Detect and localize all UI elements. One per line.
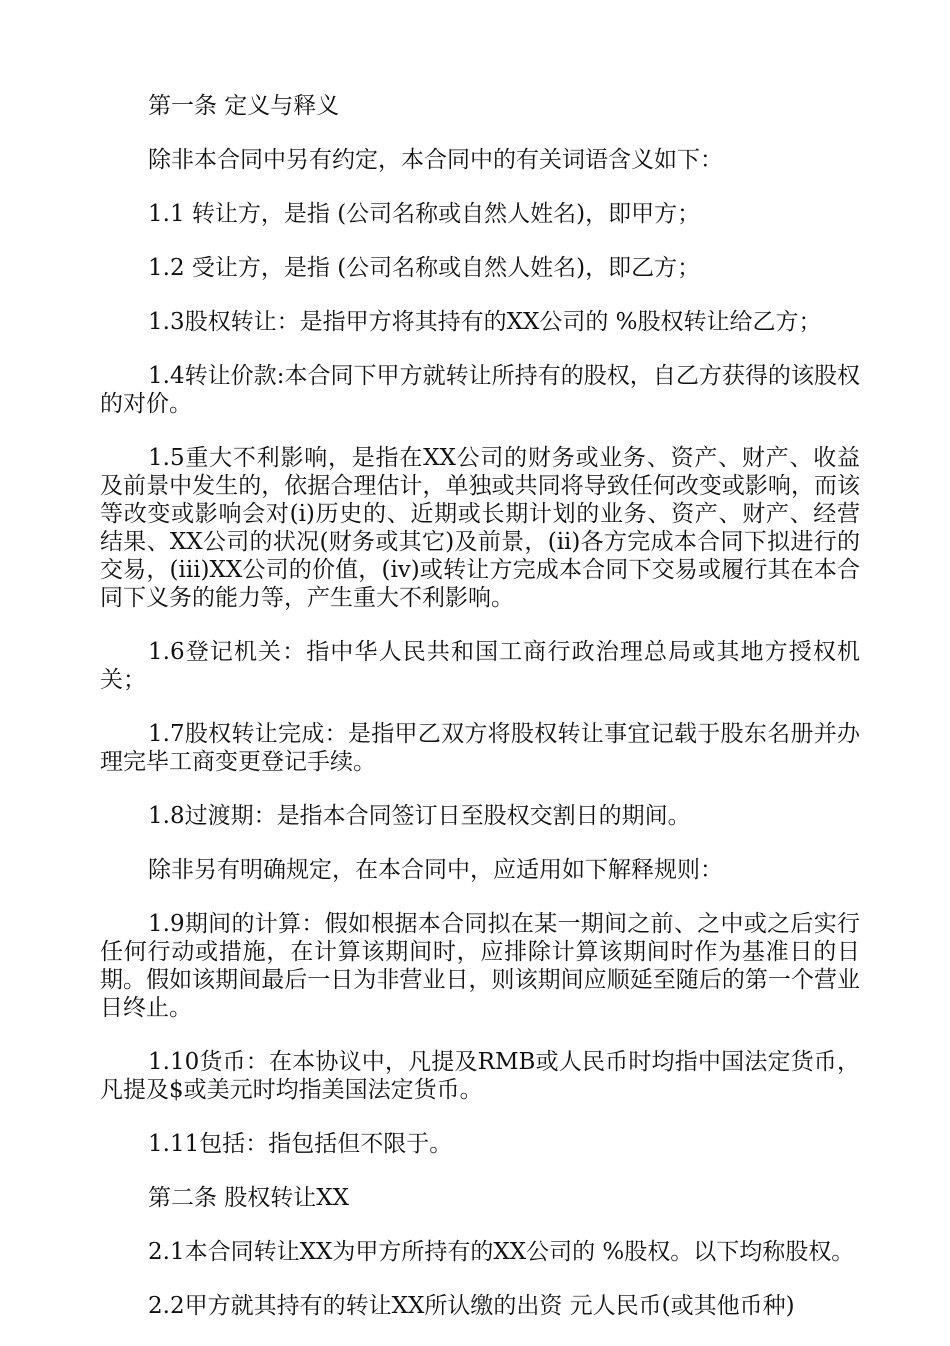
clause-1-8: 1.8过渡期：是指本合同签订日至股权交割日的期间。 <box>148 803 691 829</box>
clause-1-5: 1.5重大不利影响，是指在XX公司的财务或业务、资产、财产、收益及前景中发生的，依据合理估计，单独或共同将导致任何改变或影响，而该等改变或影响会对(i)历史的、近期或长期计划的业务、资产、财产、经营结果、XX公司的状况(财务或其它)及前景，(ii)各方完成本合同下拟进行的交易，(iii)XX公司的价值，(iv)或转让方完成本合同下交易或履行其在本合同下义务的能力等，产生重大不利影响。 <box>100 445 860 611</box>
clause-2-2: 2.2甲方就其持有的转让XX所认缴的出资 元人民币(或其他币种) <box>148 1293 795 1319</box>
clause-1-9: 1.9期间的计算：假如根据本合同拟在某一期间之前、之中或之后实行任何行动或措施，在计算该期间时，应排除计算该期间时作为基准日的日期。假如该期间最后一日为非营业日，则该期间应顺延至随后的第一个营业日终止。 <box>100 911 860 1021</box>
clause-1-7: 1.7股权转让完成：是指甲乙双方将股权转让事宜记载于股东名册并办理完毕工商变更登记手续。 <box>100 721 860 775</box>
clause-2-1: 2.1本合同转让XX为甲方所持有的XX公司的 %股权。以下均称股权。 <box>148 1239 855 1265</box>
clause-1-3: 1.3股权转让：是指甲方将其持有的XX公司的 %股权转让给乙方； <box>148 309 822 335</box>
clause-1-6: 1.6登记机关：指中华人民共和国工商行政治理总局或其地方授权机关； <box>100 639 860 693</box>
interpretation-rules-intro: 除非另有明确规定，在本合同中，应适用如下解释规则： <box>148 857 723 883</box>
clause-1-1: 1.1 转让方，是指 (公司名称或自然人姓名)，即甲方； <box>148 201 701 227</box>
clause-1-10: 1.10货币：在本协议中，凡提及RMB或人民币时均指中国法定货币，凡提及$或美元时均指美国法定货币。 <box>100 1049 860 1103</box>
paragraph-intro: 除非本合同中另有约定，本合同中的有关词语含义如下： <box>148 147 723 173</box>
clause-1-11: 1.11包括：指包括但不限于。 <box>148 1131 453 1157</box>
article-2-heading: 第二条 股权转让XX <box>148 1185 350 1211</box>
clause-1-2: 1.2 受让方，是指 (公司名称或自然人姓名)，即乙方； <box>148 255 701 281</box>
document-body <box>100 92 860 1346</box>
article-1-heading: 第一条 定义与释义 <box>148 93 340 119</box>
clause-1-4: 1.4转让价款:本合同下甲方就转让所持有的股权，自乙方获得的该股权的对价。 <box>100 363 860 417</box>
